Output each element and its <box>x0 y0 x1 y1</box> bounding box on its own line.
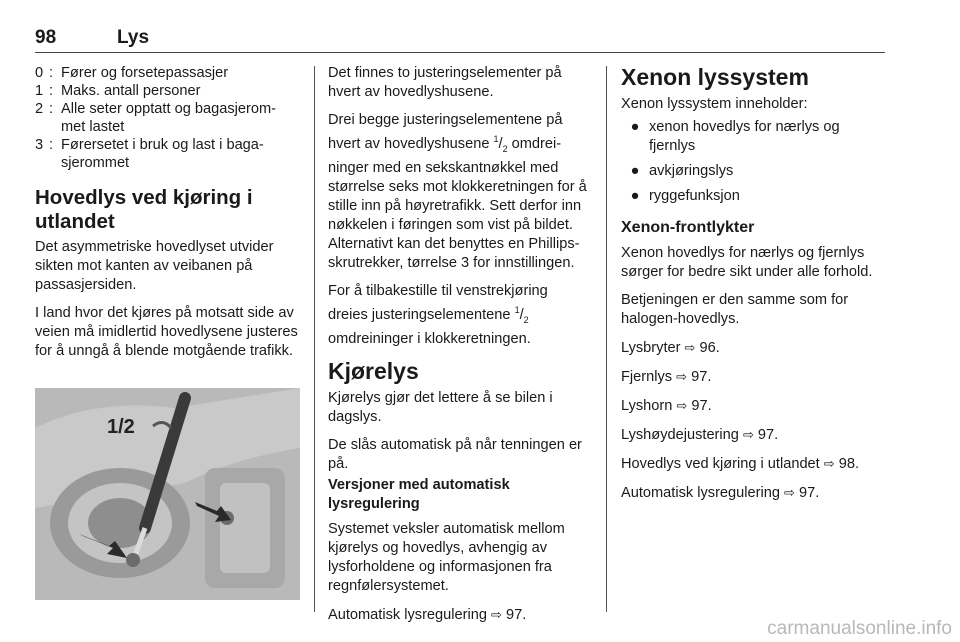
section-heading-xenon: Xenon lyssystem <box>621 64 809 90</box>
subheading-xenon-headlights: Xenon-frontlykter <box>621 219 755 236</box>
legend-item: 2 : Alle seter opptatt og bagasjerom-met lastet <box>35 101 276 135</box>
headlight-illustration <box>35 388 300 600</box>
paragraph: Det asymmetriske hovedlyset utvider sikten mot kanten av veibanen på passasjersiden. <box>35 239 274 293</box>
cross-reference: Fjernlys ⇨ 97. <box>621 369 712 385</box>
list-item: ● xenon hovedlys for nærlys og fjernlys <box>630 119 840 154</box>
list-item: ● ryggefunksjon <box>630 188 740 204</box>
reference-arrow-icon: ⇨ <box>784 485 795 500</box>
legend-item: 1 : Maks. antall personer <box>35 83 201 99</box>
paragraph: Systemet veksler automatisk mellom kjørelys og hovedlys, avhengig av lysforholdene og informasjonen fra regnfølersystemet. <box>328 520 565 594</box>
paragraph: For å tilbakestille til venstrekjøring dreies justeringselementene $^1/_2$ omdreininger i klokkeretningen. <box>328 282 548 347</box>
legend-item: 3 : Førersetet i bruk og last i baga-sjerommet <box>35 137 264 171</box>
reference-arrow-icon: ⇨ <box>742 427 754 442</box>
figure-label: 1/2 <box>107 416 135 438</box>
paragraph: Xenon lyssystem inneholder: <box>621 96 808 112</box>
cross-reference: Hovedlys ved kjøring i utlandet ⇨ 98. <box>621 456 860 472</box>
paragraph: De slås automatisk på når tenningen er på. <box>328 436 582 472</box>
subheading-auto-light: Versjoner med automatisk lysregulering <box>328 476 510 512</box>
paragraph: I land hvor det kjøres på motsatt side av veien må imidlertid hovedlysene justeres for å unngå å blende motgående trafikk. <box>35 305 298 359</box>
paragraph: Xenon hovedlys for nærlys og fjernlys sørger for bedre sikt under alle forhold. <box>621 245 873 280</box>
paragraph: Kjørelys gjør det lettere å se bilen i dagslys. <box>328 389 553 425</box>
reference-arrow-icon: ⇨ <box>823 456 835 471</box>
cross-reference: Lyshøydejustering ⇨ 97. <box>621 427 779 443</box>
section-heading-abroad: Hovedlys ved kjøring i utlandet <box>35 186 253 233</box>
cross-reference: Automatisk lysregulering ⇨ 97. <box>621 485 820 501</box>
legend-item: 0 : Fører og forsetepassasjer <box>35 65 229 81</box>
paragraph: Betjeningen er den samme som for halogen-hovedlys. <box>621 292 849 327</box>
cross-reference: Lysbryter ⇨ 96. <box>621 340 720 356</box>
column-1 <box>35 64 300 370</box>
header-rule <box>35 52 885 53</box>
watermark: carmanualsonline.info <box>767 618 952 639</box>
reference-arrow-icon: ⇨ <box>676 369 688 384</box>
reference-arrow-icon: ⇨ <box>684 340 696 355</box>
column-divider-2 <box>606 66 607 612</box>
cross-reference: Lyshorn ⇨ 97. <box>621 398 712 414</box>
section-heading-daylight: Kjørelys <box>328 357 419 384</box>
paragraph: Drei begge justeringselementene på hvert av hovedlyshusene $^1/_2$ omdrei-ninger med en sekskantnøkkel med størrelse seks mot klokkeretningen for å stille inn på høyretrafikk. Sett derfor inn nøkkelen i føringen som vist på bildet. Alternativt kan det benyttes en Phillips-skrutrekker, tørrelse 3 for innstillingen. <box>328 112 587 271</box>
paragraph: Det finnes to justeringselementer på hvert av hovedlyshusene. <box>328 65 562 100</box>
page-header <box>35 27 885 51</box>
column-2 <box>328 64 590 634</box>
list-item: ● avkjøringslys <box>630 163 734 179</box>
column-divider-1 <box>314 66 315 612</box>
page-number: 98 <box>35 27 57 48</box>
cross-reference: Automatisk lysregulering ⇨ 97. <box>328 606 527 623</box>
column-3 <box>621 64 889 512</box>
headlight-adjustment-figure <box>35 388 300 600</box>
page-title: Lys <box>117 27 150 48</box>
reference-arrow-icon: ⇨ <box>491 606 502 622</box>
reference-arrow-icon: ⇨ <box>676 398 688 413</box>
